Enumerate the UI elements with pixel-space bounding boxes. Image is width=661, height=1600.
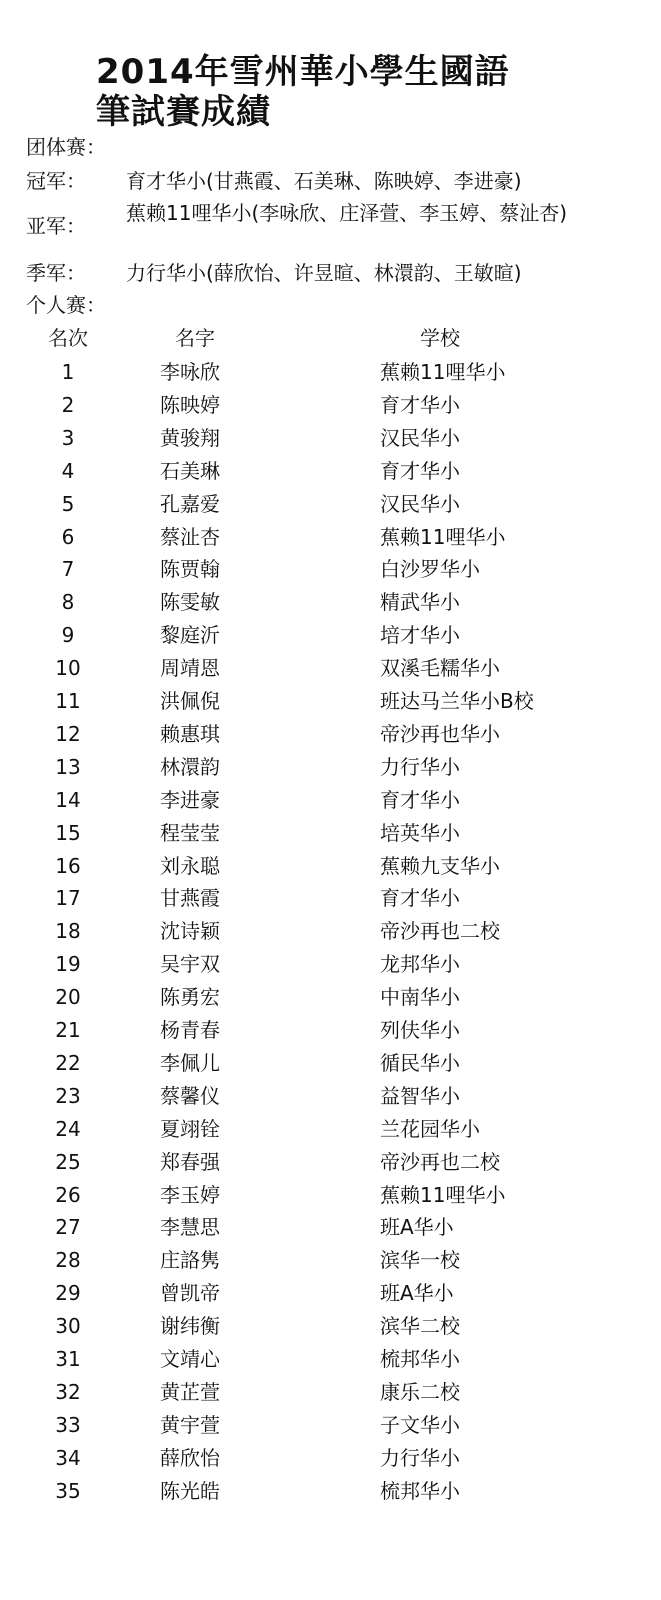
- school-cell: 蕉赖11哩华小: [380, 360, 506, 384]
- table-row: [0, 981, 661, 1014]
- name-cell: 李进豪: [160, 787, 220, 812]
- rank-cell: 1: [61, 360, 75, 384]
- name-cell: 蔡馨仪: [160, 1083, 220, 1108]
- rank-cell: 9: [61, 623, 75, 648]
- table-row: [0, 553, 661, 586]
- header-rank: 名次: [48, 326, 88, 350]
- individual-section-label: 个人赛：: [26, 293, 106, 317]
- team-members: 力行华小(薛欣怡、许昱暄、林澴韵、王敏暄): [126, 261, 522, 285]
- school-cell: 班A华小: [380, 1281, 454, 1306]
- team-members: 育才华小(甘燕霞、石美琳、陈映婷、李进豪): [126, 169, 522, 193]
- rank-cell: 7: [61, 557, 75, 582]
- name-cell: 程莹莹: [160, 820, 220, 845]
- table-row: [0, 1442, 661, 1475]
- table-row: [0, 1475, 661, 1508]
- name-cell: 文靖心: [160, 1347, 220, 1371]
- rank-cell: 32: [55, 1379, 81, 1404]
- school-cell: 培英华小: [380, 820, 460, 845]
- rank-cell: 6: [61, 524, 75, 549]
- table-row: [0, 1310, 661, 1343]
- table-row: [0, 1014, 661, 1047]
- name-cell: 陈雯敏: [160, 590, 220, 615]
- school-cell: 育才华小: [380, 458, 460, 483]
- team-result-third: [26, 260, 631, 286]
- table-row: [0, 1409, 661, 1442]
- table-row: [0, 882, 661, 915]
- name-cell: 郑春强: [160, 1149, 220, 1174]
- school-cell: 汉民华小: [380, 491, 460, 516]
- rank-cell: 2: [61, 392, 75, 417]
- name-cell: 陈光皓: [160, 1478, 220, 1503]
- rank-cell: 25: [55, 1149, 81, 1174]
- table-row: [0, 586, 661, 619]
- school-cell: 帝沙再也二校: [380, 919, 500, 944]
- name-cell: 黄芷萱: [160, 1379, 220, 1404]
- table-row: [0, 1146, 661, 1179]
- rank-cell: 15: [55, 820, 81, 845]
- name-cell: 李佩儿: [160, 1050, 220, 1075]
- school-cell: 班达马兰华小B校: [380, 689, 534, 713]
- rank-cell: 27: [55, 1215, 81, 1240]
- school-cell: 培才华小: [380, 623, 460, 648]
- school-cell: 列伕华小: [380, 1018, 460, 1042]
- name-cell: 黎庭沂: [160, 623, 220, 648]
- name-cell: 夏翊铨: [160, 1116, 220, 1141]
- table-row: [0, 948, 661, 981]
- table-row: [0, 915, 661, 948]
- team-place: 冠军：: [26, 169, 86, 193]
- school-cell: 子文华小: [380, 1412, 460, 1437]
- rank-cell: 12: [55, 721, 81, 746]
- school-cell: 双溪毛糯华小: [380, 656, 500, 681]
- school-cell: 帝沙再也二校: [380, 1149, 500, 1174]
- name-cell: 庄詻隽: [160, 1248, 220, 1273]
- table-row: [0, 1343, 661, 1376]
- name-cell: 刘永聪: [160, 853, 220, 878]
- name-cell: 蔡沚杏: [160, 524, 220, 549]
- school-cell: 益智华小: [380, 1083, 460, 1108]
- school-cell: 育才华小: [380, 787, 460, 812]
- rank-cell: 20: [55, 985, 81, 1010]
- school-cell: 班A华小: [380, 1215, 454, 1240]
- table-row: [0, 1113, 661, 1146]
- team-members: 蕉赖11哩华小(李咏欣、庄泽萱、李玉婷、蔡沚杏): [126, 201, 568, 225]
- page-title: [96, 52, 510, 132]
- title-line-2: 筆試賽成績: [96, 92, 271, 132]
- table-row: [0, 784, 661, 817]
- table-row: [0, 619, 661, 652]
- school-cell: 中南华小: [380, 985, 460, 1010]
- school-cell: 康乐二校: [380, 1379, 460, 1404]
- table-row: [0, 817, 661, 850]
- rank-cell: 5: [61, 491, 75, 516]
- rank-cell: 31: [55, 1347, 81, 1371]
- rank-cell: 34: [55, 1445, 81, 1470]
- name-cell: 周靖恩: [160, 656, 220, 681]
- rank-cell: 3: [61, 425, 75, 450]
- school-cell: 蕉赖11哩华小: [380, 1182, 506, 1207]
- name-cell: 赖惠琪: [160, 721, 220, 746]
- table-row: [0, 455, 661, 488]
- rank-cell: 26: [55, 1182, 81, 1207]
- school-cell: 精武华小: [380, 590, 460, 615]
- rank-cell: 4: [61, 458, 75, 483]
- rank-cell: 19: [55, 952, 81, 977]
- team-place: 亚军：: [26, 214, 86, 238]
- rank-cell: 8: [61, 590, 75, 615]
- school-cell: 滨华二校: [380, 1314, 460, 1339]
- name-cell: 杨青春: [160, 1018, 220, 1042]
- name-cell: 洪佩倪: [160, 689, 220, 713]
- school-cell: 梳邦华小: [380, 1478, 460, 1503]
- name-cell: 沈诗颖: [160, 919, 220, 944]
- name-cell: 吴宇双: [160, 952, 220, 977]
- school-cell: 白沙罗华小: [380, 557, 480, 582]
- school-cell: 力行华小: [380, 1445, 460, 1470]
- rank-cell: 10: [55, 656, 81, 681]
- header-school: 学校: [420, 326, 460, 350]
- table-row: [0, 1211, 661, 1244]
- table-row: [0, 718, 661, 751]
- title-line-1: 2014年雪州華小學生國語: [96, 52, 510, 92]
- school-cell: 蕉赖九支华小: [380, 853, 500, 878]
- rank-cell: 14: [55, 787, 81, 812]
- name-cell: 李咏欣: [160, 360, 220, 384]
- table-row: [0, 652, 661, 685]
- name-cell: 薛欣怡: [160, 1445, 220, 1470]
- school-cell: 梳邦华小: [380, 1347, 460, 1371]
- school-cell: 龙邦华小: [380, 952, 460, 977]
- table-row: [0, 751, 661, 784]
- school-cell: 蕉赖11哩华小: [380, 524, 506, 549]
- rank-cell: 23: [55, 1083, 81, 1108]
- school-cell: 滨华一校: [380, 1248, 460, 1273]
- rank-cell: 17: [55, 886, 81, 911]
- results-table-header: [0, 322, 661, 355]
- name-cell: 李慧思: [160, 1215, 220, 1240]
- header-name: 名字: [175, 326, 215, 350]
- team-place: 季军：: [26, 261, 86, 285]
- table-row: [0, 1047, 661, 1080]
- table-row: [0, 685, 661, 718]
- rank-cell: 13: [55, 754, 81, 779]
- table-row: [0, 488, 661, 521]
- school-cell: 汉民华小: [380, 425, 460, 450]
- rank-cell: 35: [55, 1478, 81, 1503]
- rank-cell: 21: [55, 1018, 81, 1042]
- name-cell: 陈贾翰: [160, 557, 220, 582]
- team-section-label: 团体赛：: [26, 135, 106, 159]
- name-cell: 谢纬衡: [160, 1314, 220, 1339]
- rank-cell: 11: [55, 689, 81, 713]
- name-cell: 甘燕霞: [160, 886, 220, 911]
- rank-cell: 16: [55, 853, 81, 878]
- table-row: [0, 521, 661, 554]
- name-cell: 李玉婷: [160, 1182, 220, 1207]
- school-cell: 育才华小: [380, 392, 460, 417]
- table-row: [0, 422, 661, 455]
- school-cell: 循民华小: [380, 1050, 460, 1075]
- table-row: [0, 356, 661, 389]
- table-row: [0, 1080, 661, 1113]
- table-row: [0, 1179, 661, 1212]
- name-cell: 石美琳: [160, 458, 220, 483]
- school-cell: 帝沙再也华小: [380, 721, 500, 746]
- rank-cell: 24: [55, 1116, 81, 1141]
- table-row: [0, 1277, 661, 1310]
- rank-cell: 22: [55, 1050, 81, 1075]
- rank-cell: 28: [55, 1248, 81, 1273]
- rank-cell: 33: [55, 1412, 81, 1437]
- name-cell: 孔嘉爱: [160, 491, 220, 516]
- school-cell: 兰花园华小: [380, 1116, 480, 1141]
- rank-cell: 18: [55, 919, 81, 944]
- name-cell: 陈勇宏: [160, 985, 220, 1010]
- team-result-champion: [26, 168, 631, 194]
- name-cell: 陈映婷: [160, 392, 220, 417]
- name-cell: 曾凯帝: [160, 1281, 220, 1306]
- table-row: [0, 1376, 661, 1409]
- name-cell: 黄骏翔: [160, 425, 220, 450]
- table-row: [0, 850, 661, 883]
- rank-cell: 29: [55, 1281, 81, 1306]
- rank-cell: 30: [55, 1314, 81, 1339]
- table-row: [0, 389, 661, 422]
- table-row: [0, 1244, 661, 1277]
- name-cell: 黄宇萱: [160, 1412, 220, 1437]
- school-cell: 育才华小: [380, 886, 460, 911]
- school-cell: 力行华小: [380, 754, 460, 779]
- team-result-runner-up: [26, 200, 631, 239]
- name-cell: 林澴韵: [160, 754, 220, 779]
